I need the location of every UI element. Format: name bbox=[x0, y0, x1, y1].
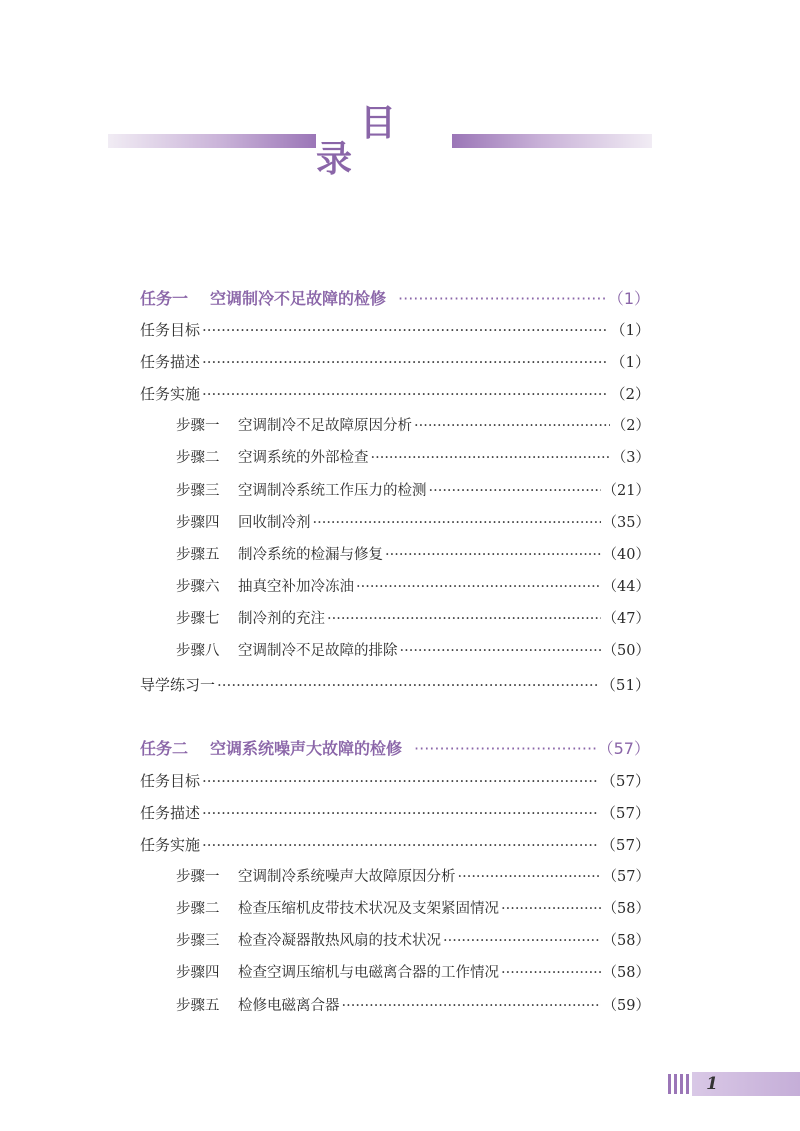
entry-title: 检查空调压缩机与电磁离合器的工作情况 bbox=[238, 965, 499, 981]
page-number: （1） bbox=[607, 289, 650, 308]
page-number: （40） bbox=[602, 547, 650, 563]
toc-step-entry[interactable] bbox=[140, 511, 650, 535]
step-label: 步骤五 bbox=[176, 998, 220, 1014]
leader-dots bbox=[313, 511, 601, 535]
section-title: 空调制冷不足故障的检修 bbox=[210, 289, 387, 308]
entry-title: 回收制冷剂 bbox=[238, 515, 311, 531]
leader-dots bbox=[458, 865, 601, 889]
step-label: 步骤七 bbox=[176, 611, 220, 627]
toc-step-entry[interactable] bbox=[140, 575, 650, 599]
toc-entry[interactable] bbox=[140, 318, 650, 342]
leader-dots bbox=[217, 673, 599, 697]
step-label: 步骤一 bbox=[176, 418, 220, 434]
leader-dots bbox=[429, 479, 601, 503]
toc-section-1[interactable] bbox=[140, 287, 650, 311]
toc-step-entry[interactable] bbox=[140, 414, 650, 438]
step-label: 步骤六 bbox=[176, 579, 220, 595]
toc-step-entry[interactable] bbox=[140, 929, 650, 953]
leader-dots bbox=[398, 287, 606, 311]
page-number: （21） bbox=[602, 483, 650, 499]
page-number: （1） bbox=[610, 321, 650, 339]
leader-dots bbox=[202, 769, 599, 793]
section-title: 空调系统噪声大故障的检修 bbox=[210, 739, 403, 758]
leader-dots bbox=[202, 833, 599, 857]
page-number: （3） bbox=[611, 450, 650, 466]
toc-step-entry[interactable] bbox=[140, 994, 650, 1018]
toc-step-entry[interactable] bbox=[140, 543, 650, 567]
page-number: （50） bbox=[602, 643, 650, 659]
step-label: 步骤四 bbox=[176, 515, 220, 531]
page-number: （44） bbox=[602, 579, 650, 595]
leader-dots bbox=[400, 639, 601, 663]
toc-entry[interactable] bbox=[140, 833, 650, 857]
step-label: 步骤四 bbox=[176, 965, 220, 981]
toc-entry[interactable] bbox=[140, 801, 650, 825]
entry-title: 空调系统的外部检查 bbox=[238, 450, 369, 466]
leader-dots bbox=[202, 350, 608, 374]
entry-title: 空调制冷不足故障原因分析 bbox=[238, 418, 412, 434]
entry-title: 任务实施 bbox=[140, 836, 201, 854]
leader-dots bbox=[202, 801, 599, 825]
page-number: （57） bbox=[602, 869, 650, 885]
toc-heading: 目录 bbox=[316, 103, 441, 180]
page-number: （57） bbox=[600, 804, 650, 822]
heading-bar-right bbox=[452, 134, 652, 148]
toc-step-entry[interactable] bbox=[140, 479, 650, 503]
page-number: （57） bbox=[600, 772, 650, 790]
page-number: （1） bbox=[610, 353, 650, 371]
leader-dots bbox=[202, 382, 608, 406]
page-number: （35） bbox=[602, 515, 650, 531]
entry-title: 空调制冷不足故障的排除 bbox=[238, 643, 398, 659]
section-number: 任务二 bbox=[140, 739, 189, 758]
step-label: 步骤二 bbox=[176, 450, 220, 466]
entry-title: 任务描述 bbox=[140, 353, 201, 371]
toc-step-entry[interactable] bbox=[140, 639, 650, 663]
entry-title: 空调制冷系统工作压力的检测 bbox=[238, 483, 427, 499]
entry-title: 任务描述 bbox=[140, 804, 201, 822]
leader-dots bbox=[414, 737, 596, 761]
heading-bar-left bbox=[108, 134, 316, 148]
entry-title: 导学练习一 bbox=[140, 676, 216, 694]
step-label: 步骤一 bbox=[176, 869, 220, 885]
step-label: 步骤三 bbox=[176, 483, 220, 499]
toc-entry[interactable] bbox=[140, 769, 650, 793]
toc-step-entry[interactable] bbox=[140, 897, 650, 921]
entry-title: 空调制冷系统噪声大故障原因分析 bbox=[238, 869, 456, 885]
leader-dots bbox=[385, 543, 601, 567]
leader-dots bbox=[202, 318, 608, 342]
entry-title: 任务实施 bbox=[140, 385, 201, 403]
entry-title: 制冷剂的充注 bbox=[238, 611, 325, 627]
entry-title: 检查冷凝器散热风扇的技术状况 bbox=[238, 933, 441, 949]
page-number: （58） bbox=[602, 901, 650, 917]
entry-title: 抽真空补加冷冻油 bbox=[238, 579, 354, 595]
folio-page-number: 1 bbox=[706, 1074, 718, 1094]
page-number: （51） bbox=[600, 676, 650, 694]
entry-title: 检查压缩机皮带技术状况及支架紧固情况 bbox=[238, 901, 499, 917]
page-number: （2） bbox=[610, 385, 650, 403]
leader-dots bbox=[443, 929, 601, 953]
leader-dots bbox=[501, 897, 601, 921]
step-label: 步骤三 bbox=[176, 933, 220, 949]
step-label: 步骤五 bbox=[176, 547, 220, 563]
step-label: 步骤二 bbox=[176, 901, 220, 917]
leader-dots bbox=[371, 446, 610, 470]
toc-entry[interactable] bbox=[140, 350, 650, 374]
entry-title: 任务目标 bbox=[140, 321, 201, 339]
toc-entry[interactable] bbox=[140, 673, 650, 697]
toc-step-entry[interactable] bbox=[140, 607, 650, 631]
footer-stripes bbox=[668, 1074, 690, 1094]
leader-dots bbox=[356, 575, 601, 599]
leader-dots bbox=[342, 994, 601, 1018]
toc-step-entry[interactable] bbox=[140, 446, 650, 470]
toc-section-2[interactable] bbox=[140, 737, 650, 761]
page-number: （57） bbox=[600, 836, 650, 854]
page-number: （57） bbox=[597, 739, 650, 758]
page-number: （58） bbox=[602, 933, 650, 949]
leader-dots bbox=[414, 414, 610, 438]
toc-entry[interactable] bbox=[140, 382, 650, 406]
section-number: 任务一 bbox=[140, 289, 189, 308]
step-label: 步骤八 bbox=[176, 643, 220, 659]
toc-step-entry[interactable] bbox=[140, 961, 650, 985]
leader-dots bbox=[327, 607, 601, 631]
page-number: （2） bbox=[611, 418, 650, 434]
page-number: （47） bbox=[602, 611, 650, 627]
entry-title: 制冷系统的检漏与修复 bbox=[238, 547, 383, 563]
page-number: （59） bbox=[602, 998, 650, 1014]
leader-dots bbox=[501, 961, 601, 985]
entry-title: 任务目标 bbox=[140, 772, 201, 790]
page-number: （58） bbox=[602, 965, 650, 981]
toc-step-entry[interactable] bbox=[140, 865, 650, 889]
entry-title: 检修电磁离合器 bbox=[238, 998, 340, 1014]
